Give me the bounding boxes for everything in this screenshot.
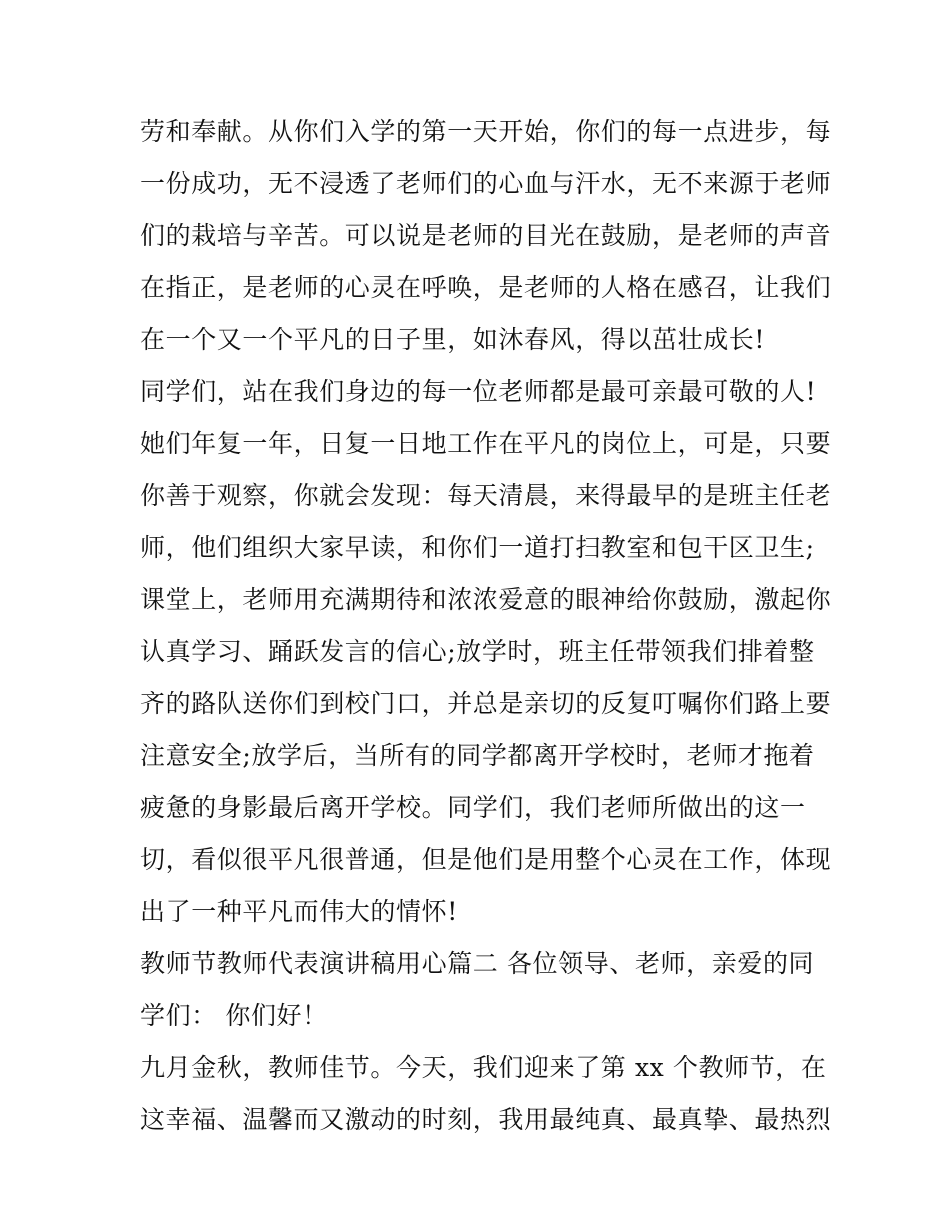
- text-line: 们的栽培与辛苦。可以说是老师的目光在鼓励，是老师的声音: [140, 221, 832, 250]
- text-line: 她们年复一年，日复一日地工作在平凡的岗位上，可是，只要: [140, 429, 832, 458]
- text-line: 在指正，是老师的心灵在呼唤，是老师的人格在感召，让我们: [140, 273, 832, 302]
- text-line: 认真学习、踊跃发言的信心;放学时，班主任带领我们排着整: [140, 637, 815, 666]
- text-line: 疲惫的身影最后离开学校。同学们，我们老师所做出的这一: [140, 793, 806, 822]
- text-line: 注意安全;放学后，当所有的同学都离开学校时，老师才拖着: [140, 741, 815, 770]
- text-line: 你善于观察，你就会发现：每天清晨，来得最早的是班主任老: [140, 481, 832, 510]
- text-line: 这幸福、温馨而又激动的时刻，我用最纯真、最真挚、最热烈: [140, 1105, 832, 1134]
- text-line: 教师节教师代表演讲稿用心篇二 各位领导、老师，亲爱的同: [140, 949, 815, 978]
- document-body: [140, 106, 830, 1146]
- text-line: 课堂上，老师用充满期待和浓浓爱意的眼神给你鼓励，激起你: [140, 585, 832, 614]
- text-line: 学们： 你们好！: [140, 1001, 328, 1030]
- text-line: 师，他们组织大家早读，和你们一道打扫教室和包干区卫生;: [140, 533, 815, 562]
- text-line: 一份成功，无不浸透了老师们的心血与汗水，无不来源于老师: [140, 169, 832, 198]
- text-line: 劳和奉献。从你们入学的第一天开始，你们的每一点进步，每: [140, 117, 832, 146]
- text-line: 同学们，站在我们身边的每一位老师都是最可亲最可敬的人!: [140, 377, 817, 406]
- text-line: 出了一种平凡而伟大的情怀!: [140, 897, 458, 926]
- text-line: 在一个又一个平凡的日子里，如沐春风，得以茁壮成长!: [140, 325, 766, 354]
- text-line: 九月金秋，教师佳节。今天，我们迎来了第 xx 个教师节，在: [140, 1053, 827, 1082]
- text-line: 切，看似很平凡很普通，但是他们是用整个心灵在工作，体现: [140, 845, 832, 874]
- text-line: 齐的路队送你们到校门口，并总是亲切的反复叮嘱你们路上要: [140, 689, 832, 718]
